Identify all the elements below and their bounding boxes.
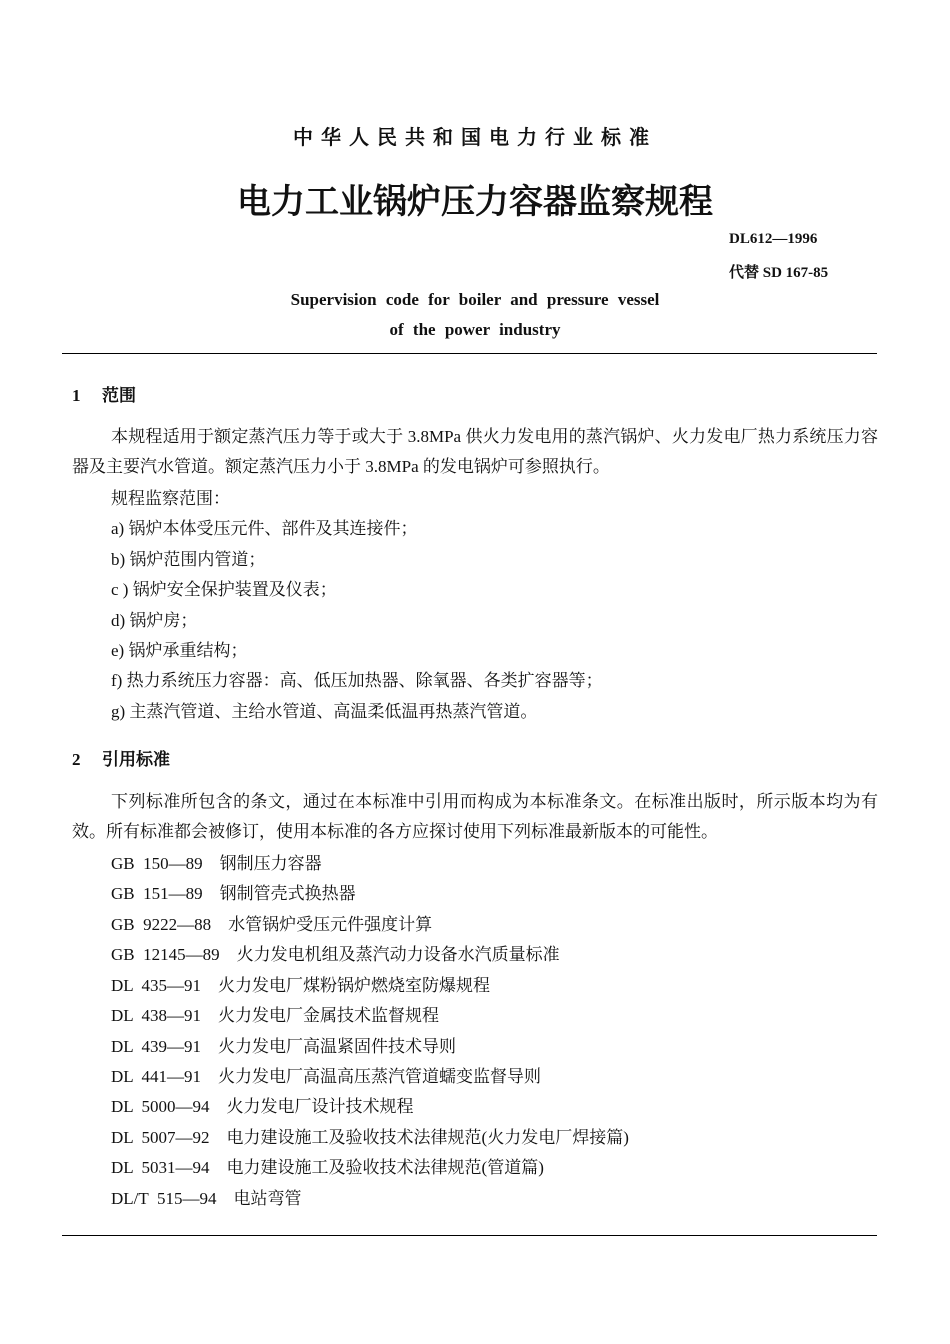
reference-item	[111, 1032, 456, 1057]
section-2-heading	[72, 745, 170, 770]
reference-item	[111, 1092, 414, 1117]
section-1-heading	[72, 381, 136, 406]
scope-item: a) 锅炉本体受压元件、部件及其连接件；	[111, 519, 418, 538]
reference-item	[111, 971, 490, 996]
reference-code: GB 151—89	[111, 884, 203, 903]
reference-item	[111, 1062, 541, 1087]
reference-title: 电站弯管	[233, 1189, 302, 1208]
section-1-number: 1	[72, 386, 81, 405]
reference-title: 火力发电厂煤粉锅炉燃烧室防爆规程	[218, 976, 491, 995]
scope-item: f) 热力系统压力容器：高、低压加热器、除氧器、各类扩容器等；	[111, 671, 603, 690]
standard-organization: 中华人民共和国电力行业标准	[293, 125, 657, 149]
reference-title: 水管锅炉受压元件强度计算	[228, 915, 433, 934]
section-2-title: 引用标准	[102, 750, 170, 769]
reference-code: DL/T 515—94	[111, 1189, 217, 1208]
reference-code: DL 435—91	[111, 976, 202, 995]
document-title: 电力工业锅炉压力容器监察规程	[237, 182, 713, 222]
scope-item: c ) 锅炉安全保护装置及仪表；	[111, 580, 337, 599]
scope-item: b) 锅炉范围内管道；	[111, 550, 266, 569]
replaces-standard: 代替 SD 167-85	[729, 265, 829, 281]
reference-code: GB 12145—89	[111, 945, 220, 964]
english-title-line2: of the power industry	[389, 320, 561, 339]
section-2-number: 2	[72, 750, 81, 769]
reference-item	[111, 940, 560, 965]
reference-code: DL 439—91	[111, 1037, 202, 1056]
reference-title: 火力发电厂设计技术规程	[226, 1097, 414, 1116]
reference-title: 电力建设施工及验收技术法律规范(管道篇)	[226, 1158, 544, 1177]
reference-item	[111, 1184, 301, 1209]
reference-code: DL 5031—94	[111, 1158, 210, 1177]
reference-code: DL 5007—92	[111, 1128, 210, 1147]
reference-item	[111, 1153, 544, 1178]
header-divider	[62, 353, 877, 354]
scope-intro: 规程监察范围：	[111, 489, 230, 508]
footer-divider	[62, 1235, 877, 1236]
reference-title: 火力发电机组及蒸汽动力设备水汽质量标准	[236, 945, 560, 964]
reference-title: 火力发电厂高温高压蒸汽管道蠕变监督导则	[218, 1067, 542, 1086]
reference-code: GB 9222—88	[111, 915, 212, 934]
reference-item	[111, 910, 432, 935]
section-2-paragraph: 下列标准所包含的条文，通过在本标准中引用而构成为本标准条文。在标准出版时，所示版本均为有效。所有标准都会被修订，使用本标准的各方应探讨使用下列标准最新版本的可能性。	[72, 792, 878, 841]
reference-title: 钢制管壳式换热器	[219, 884, 356, 903]
reference-code: GB 150—89	[111, 854, 203, 873]
reference-title: 钢制压力容器	[219, 854, 322, 873]
section-1-paragraph: 本规程适用于额定蒸汽压力等于或大于 3.8MPa 供火力发电用的蒸汽锅炉、火力发电厂热力系统压力容器及主要汽水管道。额定蒸汽压力小于 3.8MPa 的发电锅炉可参照执行。	[72, 427, 878, 476]
reference-title: 火力发电厂金属技术监督规程	[218, 1006, 440, 1025]
reference-item	[111, 1123, 629, 1148]
scope-item: g) 主蒸汽管道、主给水管道、高温柔低温再热蒸汽管道。	[111, 702, 538, 721]
reference-item	[111, 1001, 439, 1026]
reference-item	[111, 879, 356, 904]
scope-item: e) 锅炉承重结构；	[111, 641, 248, 660]
reference-code: DL 5000—94	[111, 1097, 210, 1116]
document-number: DL612—1996	[729, 231, 818, 247]
reference-code: DL 438—91	[111, 1006, 202, 1025]
section-1-title: 范围	[102, 386, 136, 405]
scope-item: d) 锅炉房；	[111, 611, 198, 630]
reference-code: DL 441—91	[111, 1067, 202, 1086]
reference-title: 电力建设施工及验收技术法律规范(火力发电厂焊接篇)	[226, 1128, 629, 1147]
reference-item	[111, 849, 322, 874]
english-title-line1: Supervision code for boiler and pressure vessel	[290, 290, 660, 309]
reference-title: 火力发电厂高温紧固件技术导则	[218, 1037, 457, 1056]
